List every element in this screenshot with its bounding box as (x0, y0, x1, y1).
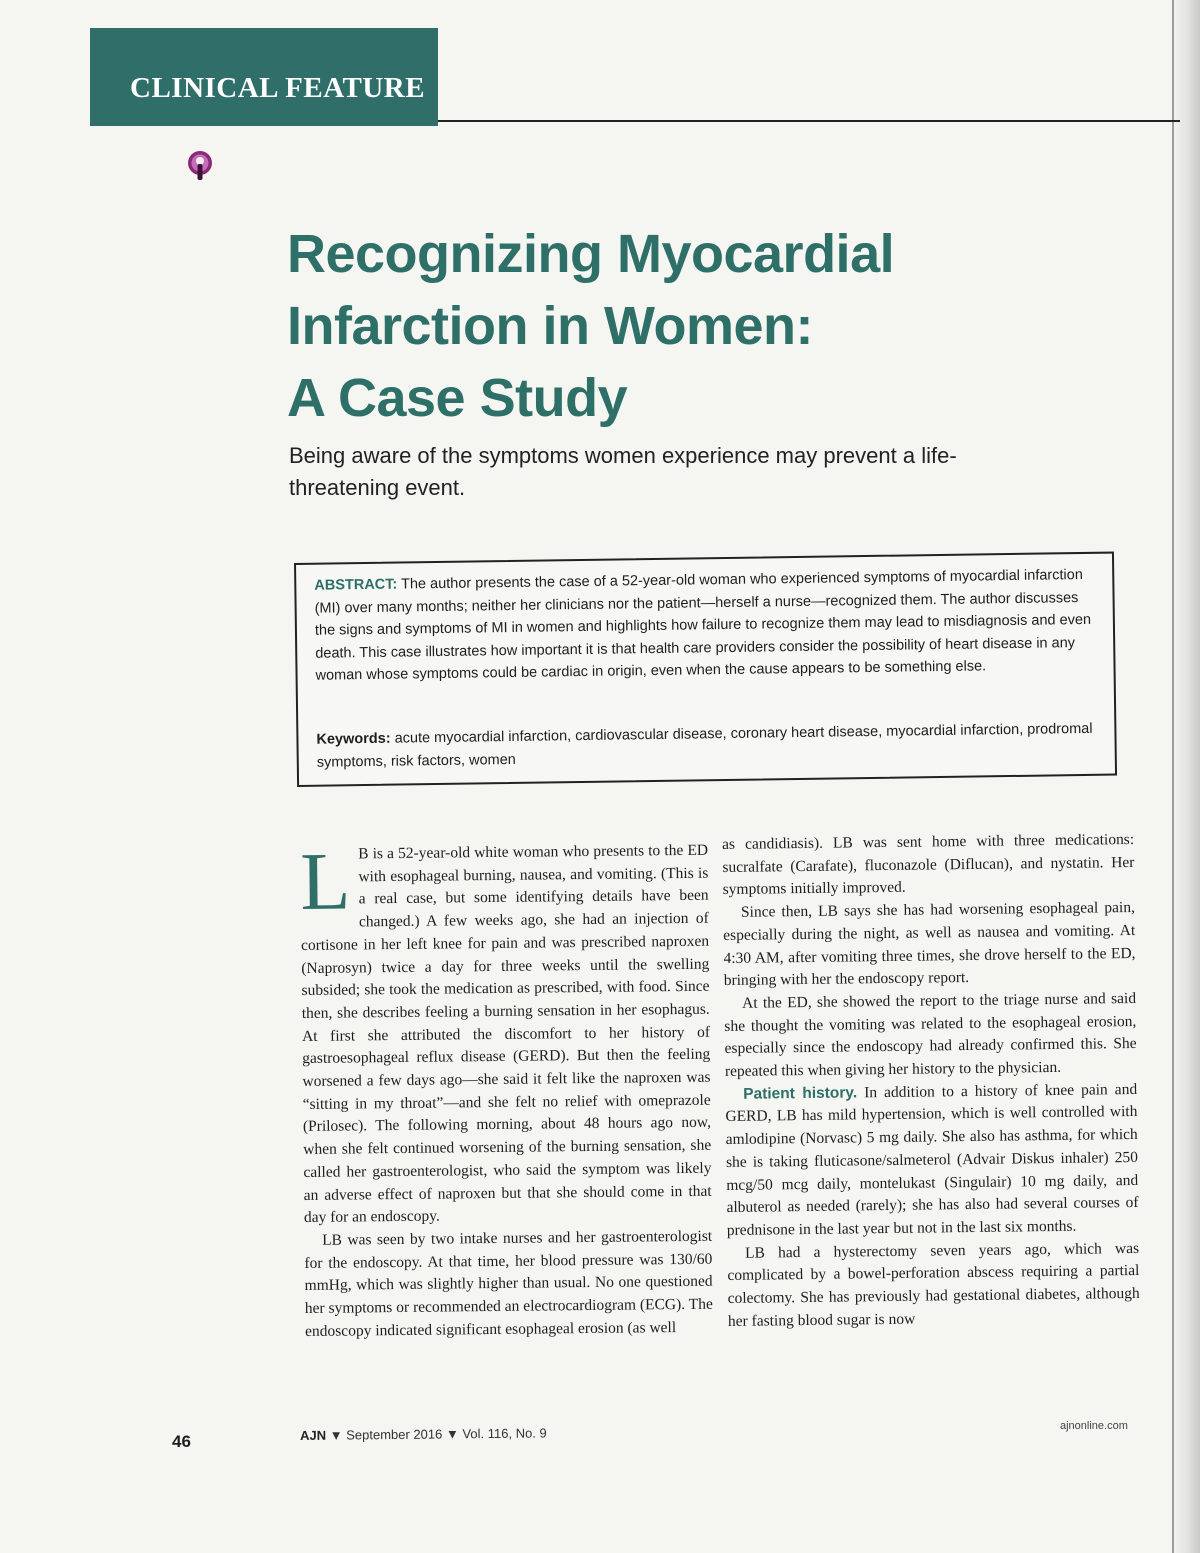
body-paragraph (299, 835, 712, 1230)
body-paragraph: At the ED, she showed the report to the triage nurse and said she thought the vomiting was related to the esophageal erosion, especially since the endoscopy had already confirmed this. She repeated this when giving her history to the physician. (724, 989, 1137, 1081)
body-paragraph (725, 1079, 1139, 1243)
title-line-1: Recognizing Myocardial (287, 224, 895, 284)
header-rule (438, 120, 1180, 122)
abstract-paragraph (314, 564, 1097, 687)
page-edge-shadow (1170, 0, 1200, 1553)
drop-cap: L (299, 835, 351, 927)
body-paragraph: LB had a hysterectomy seven years ago, which was complicated by a bowel-perforation abscess requiring a partial colectomy. She has previously had gestational diabetes, although her fasting blood sugar is now (727, 1239, 1140, 1330)
title-line-2: Infarction in Women: (287, 296, 813, 356)
section-banner-label: CLINICAL FEATURE (130, 72, 426, 104)
journal-url: ajnonline.com (1060, 1420, 1128, 1432)
run-in-heading: Patient history. (743, 1084, 858, 1103)
body-paragraph: as candidiasis). LB was sent home with three medications: sucralfate (Carafate), fluconazole (Diflucan), and nystatin. Her symptoms initially improved. (722, 830, 1135, 899)
article-title (287, 218, 1047, 434)
podcast-icon (186, 150, 214, 184)
abstract-text: The author presents the case of a 52-year-old woman who experienced symptoms of myocardial infarction (MI) over many months; neither her clinicians nor the patient—herself a nurse—recognized them. The author discusses the signs and symptoms of MI in women and highlights how failure to recognize them may lead to misdiagnosis and even death. This case illustrates how important it is that health care providers consider the possibility of heart disease in any woman whose symptoms could be cardiac in origin, even when the cause appears to be something else. (314, 566, 1092, 684)
body-column-right (722, 829, 1140, 1333)
journal-issue: ▼ September 2016 ▼ Vol. 116, No. 9 (329, 1425, 547, 1443)
title-line-3: A Case Study (287, 368, 628, 428)
page-edge-line (1172, 0, 1174, 1553)
abstract-label: ABSTRACT: (314, 576, 398, 594)
keywords-paragraph (316, 718, 1107, 774)
body-text: In addition to a history of knee pain and GERD, LB has mild hypertension, which is well controlled with amlodipine (Norvasc) 5 mg daily. She also has asthma, for which she is taking fluticasone/salmeterol (Advair Diskus inhaler) 250 mcg/50 mcg daily, montelukast (Singulair) 10 mg daily, and albuterol as needed (rarely); she has also had several courses of prednisone in the last year but not in the last six months. (725, 1080, 1139, 1239)
abstract-box (294, 552, 1117, 787)
body-paragraph: Since then, LB says she has had worsening esophageal pain, especially during the night, as well as nausea and vomiting. At 4:30 AM, after vomiting three times, she drove herself to the ED, bringing with her the endoscopy report. (723, 899, 1136, 990)
article-subtitle: Being aware of the symptoms women experience may prevent a life-threatening event. (289, 443, 957, 500)
journal-name: AJN (300, 1427, 327, 1443)
body-column-left (299, 835, 713, 1344)
keywords-label: Keywords: (316, 730, 391, 748)
journal-footer (300, 1425, 547, 1443)
keywords-text: acute myocardial infarction, cardiovascular disease, coronary heart disease, myocardial infarction, prodromal symptoms, risk factors, women (316, 720, 1093, 771)
body-text: B is a 52-year-old white woman who presents to the ED with esophageal burning, nausea, and vomiting. (This is a real case, but some identifying details have been changed.) A few weeks ago, she had an injection of cortisone in her left knee for pain and was prescribed naproxen (Naprosyn) twice a day for three weeks until the swelling subsided; she took the medication as prescribed, with food. Since then, she describes feeling a burning sensation in her esophagus. At first she attributed the discomfort to her history of gastroesophageal reflux disease (GERD). But then the feeling worsened a few days ago—she said it felt like the naproxen was “sitting in my throat”—and she felt no relief with omeprazole (Prilosec). The following morning, about 48 hours ago now, when she felt continued worsening of the burning sensation, she called her gastroenterologist, who said the symptom was likely an adverse effect of naproxen but that she should come in that day for an endoscopy. (300, 841, 712, 1227)
page-number: 46 (172, 1432, 191, 1451)
body-paragraph: LB was seen by two intake nurses and her gastroenterologist for the endoscopy. At that time, her blood pressure was 130/60 mmHg, which was slightly higher than usual. No one questioned her symptoms or recommended an electrocardiogram (ECG). The endoscopy indicated significant esophageal erosion (as well (304, 1227, 713, 1340)
section-banner (90, 28, 438, 126)
